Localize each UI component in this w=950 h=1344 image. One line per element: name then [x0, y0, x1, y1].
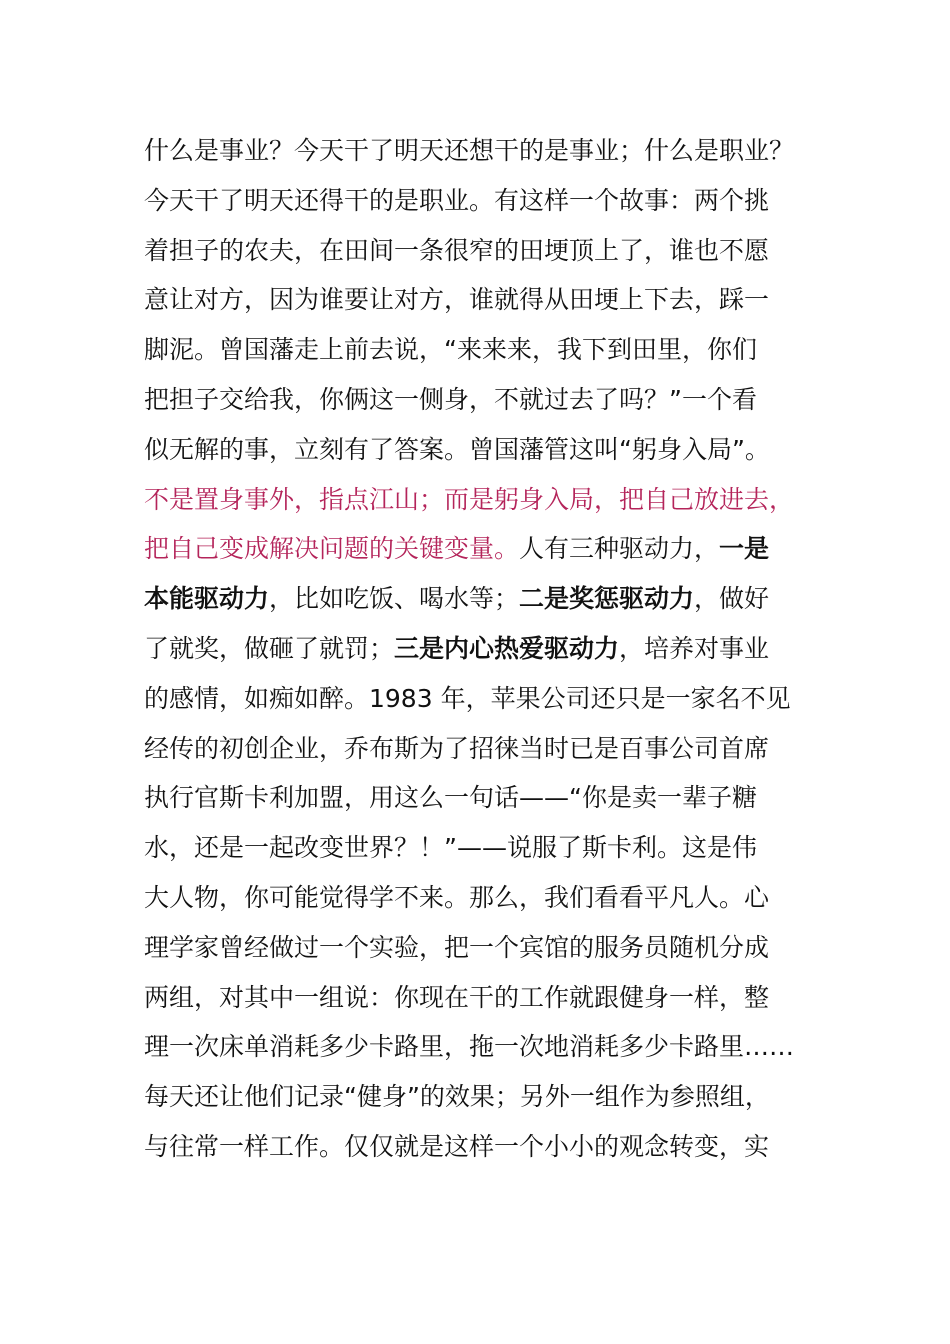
text-segment: 理一次床单消耗多少卡路里，拖一次地消耗多少卡路里…… — [144, 1032, 795, 1062]
text-line — [144, 1022, 804, 1072]
bold-text: 一是 — [719, 534, 770, 564]
text-segment: 人有三种驱动力， — [519, 534, 720, 564]
text-line — [144, 226, 804, 276]
text-segment: 脚泥。曾国藩走上前去说，“来来来，我下到田里，你们 — [144, 335, 757, 365]
text-segment: 经传的初创企业，乔布斯为了招徕当时已是百事公司首席 — [144, 733, 770, 763]
text-line — [144, 674, 804, 724]
highlighted-text: 不是置身事外，指点江山；而是躬身入局，把自己放进去， — [144, 484, 795, 514]
text-segment: 理学家曾经做过一个实验，把一个宾馆的服务员随机分成 — [144, 932, 770, 962]
text-segment: 的感情，如痴如醉。1983 年，苹果公司还只是一家名不见 — [144, 683, 791, 713]
text-segment: 每天还让他们记录“健身”的效果；另外一组作为参照组， — [144, 1082, 770, 1112]
text-segment: 两组，对其中一组说：你现在干的工作就跟健身一样，整 — [144, 982, 770, 1012]
text-line — [144, 624, 804, 674]
text-segment: 与往常一样工作。仅仅就是这样一个小小的观念转变，实 — [144, 1131, 770, 1161]
bold-text: 二是奖惩驱动力 — [519, 584, 695, 614]
text-segment: ，比如吃饭、喝水等； — [269, 584, 520, 614]
text-line — [144, 425, 804, 475]
text-segment: 了就奖，做砸了就罚； — [144, 633, 395, 663]
text-segment: 意让对方，因为谁要让对方，谁就得从田埂上下去，踩一 — [144, 285, 770, 315]
text-line — [144, 973, 804, 1023]
text-line — [144, 823, 804, 873]
text-segment: 什么是事业？今天干了明天还想干的是事业；什么是职业？ — [144, 136, 795, 165]
text-segment: 似无解的事，立刻有了答案。曾国藩管这叫“躬身入局”。 — [144, 434, 770, 464]
body-text — [144, 126, 804, 1172]
text-line — [144, 574, 804, 624]
bold-text: 本能驱动力 — [144, 584, 270, 614]
text-line — [144, 773, 804, 823]
text-segment: ，培养对事业 — [619, 633, 770, 663]
text-segment: 水，还是一起改变世界？！”——说服了斯卡利。这是伟 — [144, 833, 757, 863]
text-line — [144, 524, 804, 574]
text-line — [144, 126, 804, 176]
text-line — [144, 375, 804, 425]
text-segment: 大人物，你可能觉得学不来。那么，我们看看平凡人。心 — [144, 882, 770, 912]
text-segment: 把担子交给我，你俩这一侧身，不就过去了吗？”一个看 — [144, 384, 757, 414]
text-line — [144, 873, 804, 923]
text-segment: 着担子的农夫，在田间一条很窄的田埂顶上了，谁也不愿 — [144, 235, 770, 265]
text-segment: 执行官斯卡利加盟，用这么一句话——“你是卖一辈子糖 — [144, 783, 757, 813]
bold-text: 三是内心热爱驱动力 — [394, 633, 620, 663]
text-line — [144, 475, 804, 525]
text-segment: 今天干了明天还得干的是职业。有这样一个故事：两个挑 — [144, 185, 770, 215]
text-line — [144, 176, 804, 226]
highlighted-text: 把自己变成解决问题的关键变量。 — [144, 534, 520, 564]
text-line — [144, 923, 804, 973]
text-line — [144, 1072, 804, 1122]
text-line — [144, 325, 804, 375]
text-line — [144, 1122, 804, 1172]
text-line — [144, 275, 804, 325]
text-segment: ，做好 — [694, 584, 770, 614]
text-line — [144, 724, 804, 774]
